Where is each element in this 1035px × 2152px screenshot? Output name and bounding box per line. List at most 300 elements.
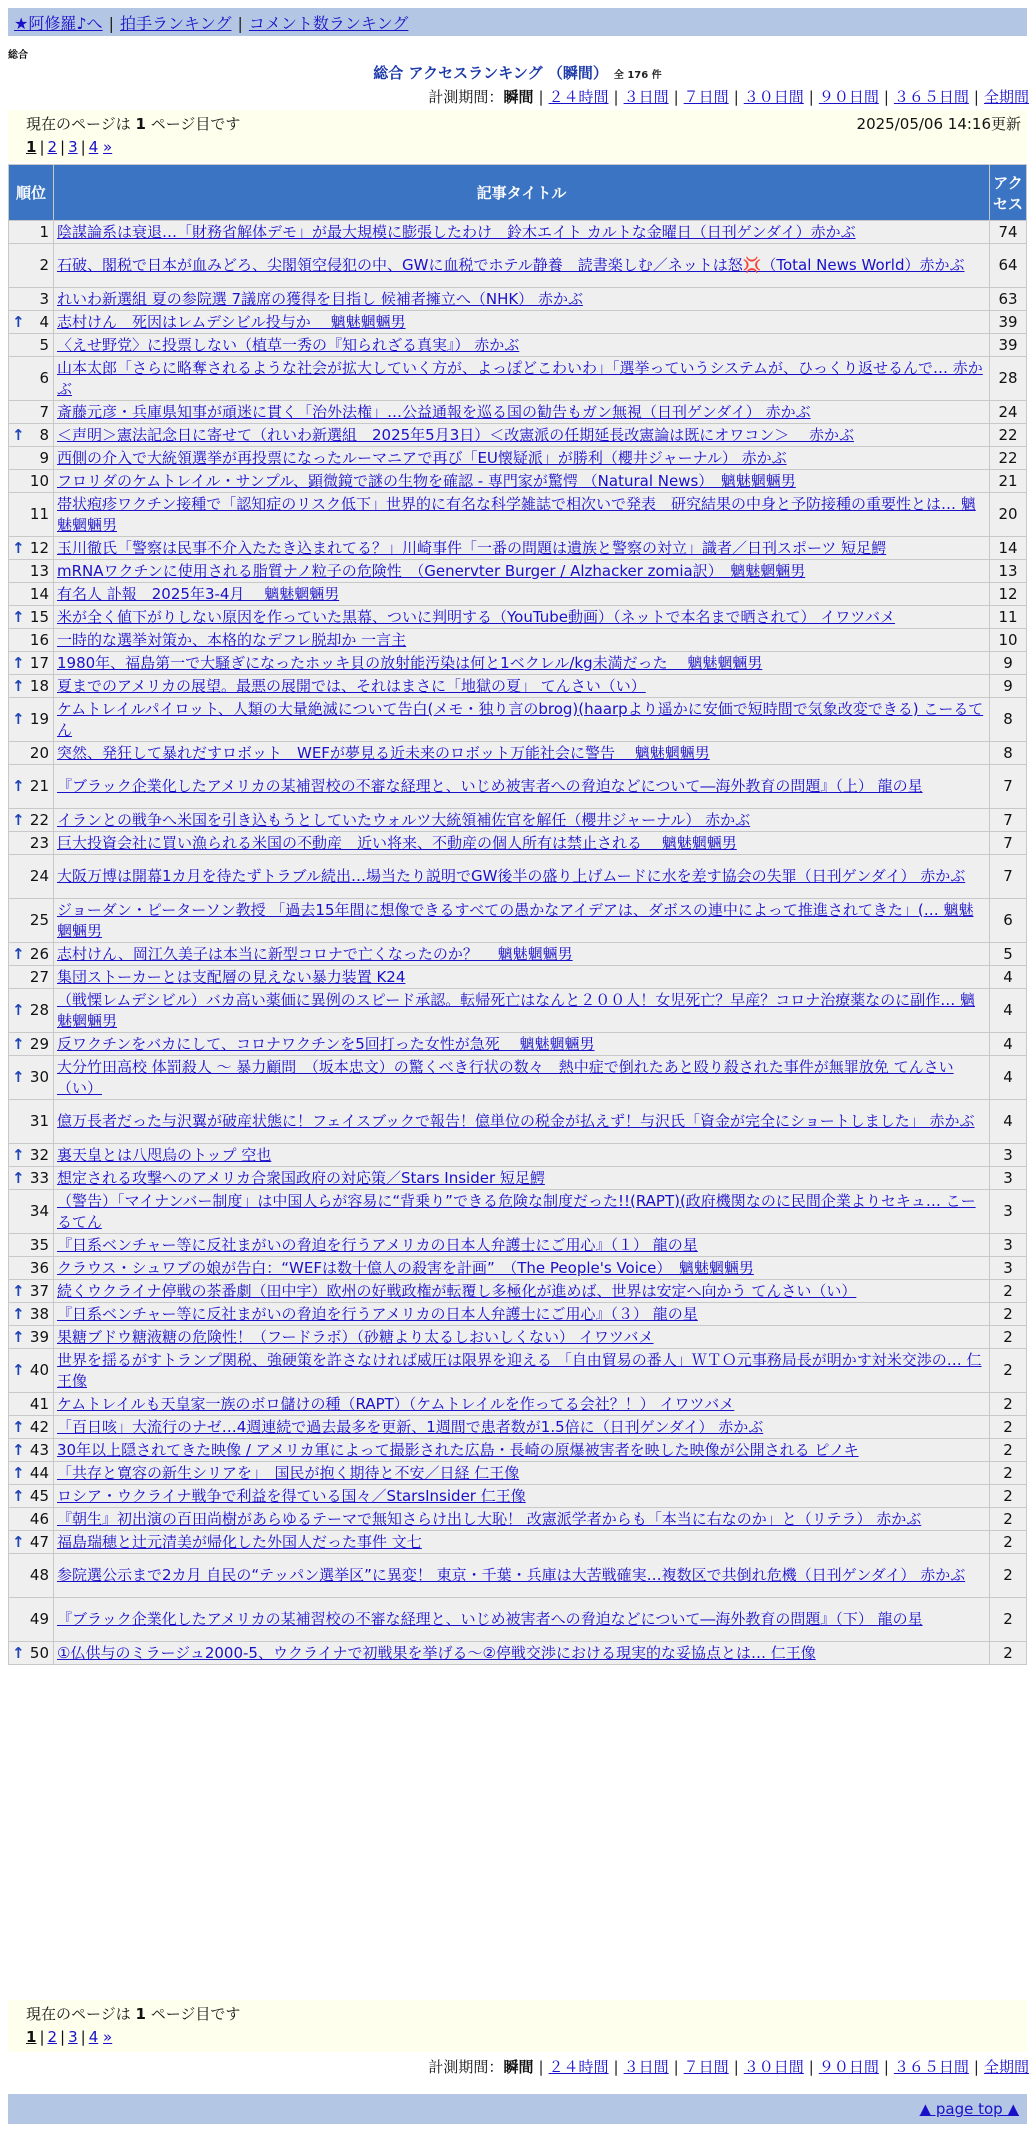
table-row xyxy=(9,244,1027,288)
rank-cell xyxy=(9,493,54,537)
rank-up-arrow-icon: ↑ xyxy=(12,607,25,626)
title-cell xyxy=(54,401,990,424)
period-current: 瞬間 xyxy=(503,88,534,106)
rank-up-arrow-icon: ↑ xyxy=(12,1068,25,1086)
access-count: 2 xyxy=(990,1439,1027,1462)
article-title-link[interactable]: 西側の介入で大統領選挙が再投票になったルーマニアで再び「EU懐疑派」が勝利（櫻井ジャーナル） 赤かぶ xyxy=(57,448,787,467)
access-count: 2 xyxy=(990,1416,1027,1439)
period-link-5[interactable]: ３６５日間 xyxy=(893,2058,969,2076)
access-count: 14 xyxy=(990,537,1027,560)
page-info-top xyxy=(8,110,1027,162)
article-title-link[interactable]: 『日系ベンチャー等に反社まがいの脅迫を行うアメリカの日本人弁護士にご用心』（３） 龍の星 xyxy=(57,1304,698,1323)
rank-number: 40 xyxy=(29,1361,49,1379)
period-link-4[interactable]: ９０日間 xyxy=(818,88,879,106)
rank-number: 22 xyxy=(29,810,49,829)
period-link-0[interactable]: ２４時間 xyxy=(548,2058,609,2076)
table-row xyxy=(9,334,1027,357)
table-row xyxy=(9,537,1027,560)
access-count: 4 xyxy=(990,1100,1027,1144)
rank-up-arrow-icon: ↑ xyxy=(12,1440,25,1459)
table-row xyxy=(9,809,1027,832)
rank-number: 26 xyxy=(29,944,49,963)
rank-number: 13 xyxy=(29,561,49,580)
article-title-link[interactable]: クラウス・シュワブの娘が告白：“WEFは数十億人の殺害を計画” （The People's Voice） 魑魅魍魎男 xyxy=(57,1258,754,1277)
title-cell xyxy=(54,221,990,244)
article-title-link[interactable]: （戦慄レムデシビル）バカ高い薬価に異例のスピード承認。転帰死亡はなんと２００人！女児死亡？早産？コロナ治療薬なのに副作… 魑魅魍魎男 xyxy=(57,990,975,1030)
rank-cell xyxy=(9,537,54,560)
rank-number: 36 xyxy=(29,1258,49,1277)
rank-number: 10 xyxy=(29,471,49,490)
rank-number: 50 xyxy=(29,1643,49,1662)
period-selector-top xyxy=(428,86,1029,107)
title-cell xyxy=(54,1531,990,1554)
top-nav-bar xyxy=(8,8,1027,36)
article-title-link[interactable]: 夏までのアメリカの展望。最悪の展開では、それはまさに「地獄の夏」 てんさい（い） xyxy=(57,676,646,695)
page-info-bottom xyxy=(8,2000,1027,2052)
access-count: 4 xyxy=(990,1056,1027,1100)
table-row xyxy=(9,989,1027,1033)
period-link-6[interactable]: 全期間 xyxy=(983,88,1029,106)
title-cell xyxy=(54,1439,990,1462)
rank-up-arrow-icon: ↑ xyxy=(12,1486,25,1505)
rank-number: 19 xyxy=(29,710,49,728)
article-title-link[interactable]: 集団ストーカーとは支配層の見えない暴力装置 K24 xyxy=(57,967,406,986)
rank-number: 30 xyxy=(29,1068,49,1086)
period-label: 計測期間： xyxy=(428,88,504,106)
separator: | xyxy=(613,88,619,106)
rank-cell xyxy=(9,832,54,855)
title-cell xyxy=(54,1462,990,1485)
rank-up-arrow-icon: ↑ xyxy=(12,1034,25,1053)
rank-number: 43 xyxy=(29,1440,49,1459)
table-row xyxy=(9,1056,1027,1100)
access-count: 2 xyxy=(990,1393,1027,1416)
access-count: 5 xyxy=(990,943,1027,966)
table-row xyxy=(9,447,1027,470)
article-title-link[interactable]: 斎藤元彦・兵庫県知事が頑迷に貫く「治外法権」…公益通報を巡る国の勧告もガン無視（日刊ゲンダイ） 赤かぶ xyxy=(57,402,811,421)
rank-cell xyxy=(9,1234,54,1257)
pagination-link-1[interactable]: 3 xyxy=(68,138,78,156)
rank-cell xyxy=(9,989,54,1033)
article-title-link[interactable]: 〈えせ野党〉に投票しない（植草一秀の『知られざる真実』） 赤かぶ xyxy=(57,335,520,354)
access-count: 2 xyxy=(990,1280,1027,1303)
separator: | xyxy=(808,88,814,106)
article-title-link[interactable]: 続くウクライナ停戦の茶番劇（田中宇）欧州の好戦政権が転覆し多極化が進めば、世界は安定へ向かう てんさい（い） xyxy=(57,1281,857,1300)
rank-up-arrow-icon: ↑ xyxy=(12,710,25,728)
table-row xyxy=(9,1167,1027,1190)
rank-cell xyxy=(9,1462,54,1485)
separator: | xyxy=(673,2058,679,2076)
article-title-link[interactable]: 世界を揺るがすトランプ関税、強硬策を許さなければ威圧は限界を迎える 「自由貿易の番人」ＷＴＯ元事務局長が明かす対米交渉の… 仁王像 xyxy=(57,1350,982,1390)
table-row xyxy=(9,470,1027,493)
access-count: 22 xyxy=(990,424,1027,447)
title-cell xyxy=(54,855,990,899)
article-title-link[interactable]: ケムトレイルも天皇家一族のボロ儲けの種（RAPT）（ケムトレイルを作ってる会社？！） イワツバメ xyxy=(57,1394,735,1413)
rank-number: 45 xyxy=(29,1486,49,1505)
article-title-link[interactable]: 山本太郎「さらに略奪されるような社会が拡大していく方が、よっぽどこわいわ」「選挙っていうシステムが、ひっくり返せるんで… 赤かぶ xyxy=(57,358,983,398)
separator: | xyxy=(108,14,114,33)
article-title-link[interactable]: 裏天皇とは八咫烏のトップ 空也 xyxy=(57,1145,272,1164)
rank-cell xyxy=(9,1531,54,1554)
pagination-link-1[interactable]: 3 xyxy=(68,2028,78,2046)
page-status-suffix: ページ目です xyxy=(150,115,241,133)
access-count: 63 xyxy=(990,288,1027,311)
access-count: 22 xyxy=(990,447,1027,470)
rank-up-arrow-icon: ↑ xyxy=(12,425,25,444)
table-row xyxy=(9,629,1027,652)
article-title-link[interactable]: 『ブラック企業化したアメリカの某補習校の不審な経理と、いじめ被害者への脅迫などについて―海外教育の問題』（上） 龍の星 xyxy=(57,777,923,795)
title-header: 記事タイトル xyxy=(54,165,990,221)
rank-up-arrow-icon: ↑ xyxy=(12,676,25,695)
rank-number: 21 xyxy=(29,777,49,795)
title-cell xyxy=(54,1167,990,1190)
table-row xyxy=(9,698,1027,742)
access-count: 2 xyxy=(990,1326,1027,1349)
rank-number: 28 xyxy=(29,1001,49,1019)
table-row xyxy=(9,742,1027,765)
article-title-link[interactable]: 帯状疱疹ワクチン接種で「認知症のリスク低下」世界的に有名な科学雑誌で相次いで発表 研究結果の中身と予防接種の重要性とは… 魑魅魍魎男 xyxy=(57,494,976,534)
page-status-prefix: 現在のページは xyxy=(26,2005,131,2023)
title-cell xyxy=(54,652,990,675)
table-row xyxy=(9,401,1027,424)
access-count: 12 xyxy=(990,583,1027,606)
article-title-link[interactable]: 一時的な選挙対策か、本格的なデフレ脱却か 一言主 xyxy=(57,630,407,649)
table-row xyxy=(9,1439,1027,1462)
table-row xyxy=(9,943,1027,966)
rank-cell xyxy=(9,629,54,652)
access-count: 2 xyxy=(990,1531,1027,1554)
access-count: 9 xyxy=(990,652,1027,675)
separator: | xyxy=(39,2028,45,2046)
access-count: 3 xyxy=(990,1144,1027,1167)
separator: | xyxy=(538,2058,544,2076)
access-count: 2 xyxy=(990,1303,1027,1326)
period-link-5[interactable]: ３６５日間 xyxy=(893,88,969,106)
rank-number: 34 xyxy=(29,1202,49,1220)
table-row xyxy=(9,1485,1027,1508)
period-link-2[interactable]: ７日間 xyxy=(683,88,729,106)
table-row xyxy=(9,1554,1027,1598)
article-title-link[interactable]: 「共存と寛容の新生シリアを」 国民が抱く期待と不安／日経 仁王像 xyxy=(57,1463,520,1482)
rank-cell xyxy=(9,1190,54,1234)
rank-number: 3 xyxy=(39,289,49,308)
rank-number: 37 xyxy=(29,1281,49,1300)
title-cell xyxy=(54,1326,990,1349)
title-cell xyxy=(54,606,990,629)
separator: | xyxy=(60,138,66,156)
article-title-link[interactable]: 『朝生』初出演の百田尚樹があらゆるテーマで無知さらけ出し大恥！ 改憲派学者からも「本当に右なのか」と（リテラ） 赤かぶ xyxy=(57,1509,922,1528)
article-title-link[interactable]: 米が全く値下がりしない原因を作っていた黒幕、ついに判明する（YouTube動画）（ネットで本名まで晒されて） イワツバメ xyxy=(57,607,895,626)
title-cell xyxy=(54,765,990,809)
title-cell xyxy=(54,357,990,401)
separator: | xyxy=(39,138,45,156)
rank-number: 38 xyxy=(29,1304,49,1323)
rank-cell xyxy=(9,1485,54,1508)
access-count: 7 xyxy=(990,809,1027,832)
period-link-0[interactable]: ２４時間 xyxy=(548,88,609,106)
separator: | xyxy=(973,88,979,106)
article-title-link[interactable]: 福島瑞穂と辻元清美が帰化した外国人だった事件 文七 xyxy=(57,1532,422,1551)
title-cell xyxy=(54,1056,990,1100)
rank-cell xyxy=(9,1033,54,1056)
rank-up-arrow-icon: ↑ xyxy=(12,1532,25,1551)
rank-up-arrow-icon: ↑ xyxy=(12,312,25,331)
access-count: 8 xyxy=(990,742,1027,765)
access-count: 3 xyxy=(990,1190,1027,1234)
rank-number: 14 xyxy=(29,584,49,603)
table-row xyxy=(9,1326,1027,1349)
table-row xyxy=(9,966,1027,989)
article-title-link[interactable]: 有名人 訃報 2025年3-4月 魑魅魍魎男 xyxy=(57,584,340,603)
period-selector-bottom xyxy=(428,2056,1029,2077)
table-row xyxy=(9,675,1027,698)
pagination-link-0[interactable]: 2 xyxy=(47,2028,58,2046)
access-count: 64 xyxy=(990,244,1027,288)
table-row xyxy=(9,1234,1027,1257)
title-cell xyxy=(54,244,990,288)
article-title-link[interactable]: 志村けん、岡江久美子は本当に新型コロナで亡くなったのか？ 魑魅魍魎男 xyxy=(57,944,573,963)
access-count: 2 xyxy=(990,1642,1027,1665)
rank-up-arrow-icon: ↑ xyxy=(12,810,25,829)
rank-cell xyxy=(9,675,54,698)
title-cell xyxy=(54,1485,990,1508)
article-title-link[interactable]: 30年以上隠されてきた映像 / アメリカ軍によって撮影された広島・長崎の原爆被害者を映した映像が公開される ピノキ xyxy=(57,1440,859,1459)
rank-number: 33 xyxy=(29,1168,49,1187)
access-count: 7 xyxy=(990,855,1027,899)
rank-up-arrow-icon: ↑ xyxy=(12,1304,25,1323)
title-cell xyxy=(54,809,990,832)
table-row xyxy=(9,899,1027,943)
title-cell xyxy=(54,1257,990,1280)
access-count: 21 xyxy=(990,470,1027,493)
article-title-link[interactable]: 大分竹田高校 体罰殺人 ～ 暴力顧問 （坂本忠文）の驚くべき行状の数々 熱中症で倒れたあと殴り殺された事件が無罪放免 てんさい（い） xyxy=(57,1057,954,1097)
rank-cell xyxy=(9,1167,54,1190)
period-label: 計測期間： xyxy=(428,2058,504,2076)
table-row xyxy=(9,1598,1027,1642)
access-count: 7 xyxy=(990,832,1027,855)
title-cell xyxy=(54,966,990,989)
period-link-1[interactable]: ３日間 xyxy=(623,2058,669,2076)
separator: | xyxy=(973,2058,979,2076)
period-link-4[interactable]: ９０日間 xyxy=(818,2058,879,2076)
rank-cell xyxy=(9,470,54,493)
rank-cell xyxy=(9,1280,54,1303)
access-count: 28 xyxy=(990,357,1027,401)
table-row xyxy=(9,1416,1027,1439)
table-row xyxy=(9,424,1027,447)
rank-cell xyxy=(9,606,54,629)
article-title-link[interactable]: ＜声明＞憲法記念日に寄せて（れいわ新選組 2025年5月3日）＜改憲派の任期延長改憲論は既にオワコン＞ 赤かぶ xyxy=(57,425,855,444)
separator: | xyxy=(80,138,86,156)
access-count: 3 xyxy=(990,1167,1027,1190)
rank-up-arrow-icon: ↑ xyxy=(12,1145,25,1164)
rank-up-arrow-icon: ↑ xyxy=(12,1001,25,1019)
rank-number: 46 xyxy=(29,1509,49,1528)
table-row xyxy=(9,1033,1027,1056)
rank-number: 11 xyxy=(29,505,49,523)
article-title-link[interactable]: ケムトレイルパイロット、人類の大量絶滅について告白(メモ・独り言のbrog)(haarpより遥かに安価で短時間で気象改変できる) こーるてん xyxy=(57,699,984,739)
rank-number: 12 xyxy=(29,538,49,557)
title-cell xyxy=(54,1642,990,1665)
title-cell xyxy=(54,1033,990,1056)
article-title-link[interactable]: 突然、発狂して暴れだすロボット WEFが夢見る近未来のロボット万能社会に警告 魑魅魍魎男 xyxy=(57,743,710,762)
article-title-link[interactable]: 玉川徹氏「警察は民事不介入たたき込まれてる？」川崎事件「一番の問題は遺族と警察の対立」識者／日刊スポーツ 短足鰐 xyxy=(57,538,887,557)
title-cell xyxy=(54,1554,990,1598)
article-title-link[interactable]: 陰謀論系は衰退…「財務省解体デモ」が最大規模に膨張したわけ 鈴木エイト カルトな金曜日（日刊ゲンダイ）赤かぶ xyxy=(57,222,856,241)
table-row xyxy=(9,1531,1027,1554)
top-nav-link-clap-ranking[interactable]: 拍手ランキング xyxy=(119,14,232,33)
access-count: 20 xyxy=(990,493,1027,537)
rank-cell xyxy=(9,560,54,583)
pagination-link-2[interactable]: 4 xyxy=(88,138,99,156)
article-title-link[interactable]: ロシア・ウクライナ戦争で利益を得ている国々／StarsInsider 仁王像 xyxy=(57,1486,526,1505)
footer-bar xyxy=(8,2094,1027,2124)
rank-cell xyxy=(9,652,54,675)
separator: | xyxy=(808,2058,814,2076)
rank-cell xyxy=(9,221,54,244)
updated-timestamp: 2025/05/06 14:16更新 xyxy=(856,115,1021,133)
article-title-link[interactable]: 石破、閣税で日本が血みどろ、尖閣領空侵犯の中、GWに血税でホテル静養 読書楽しむ／ネットは怒💢（Total News World）赤かぶ xyxy=(57,256,965,274)
article-title-link[interactable]: イランとの戦争へ米国を引き込もうとしていたウォルツ大統領補佐官を解任（櫻井ジャーナル） 赤かぶ xyxy=(57,810,751,829)
article-title-link[interactable]: 『日系ベンチャー等に反社まがいの脅迫を行うアメリカの日本人弁護士にご用心』（１） 龍の星 xyxy=(57,1235,698,1254)
rank-number: 1 xyxy=(39,222,49,241)
title-cell xyxy=(54,560,990,583)
rank-up-arrow-icon: ↑ xyxy=(12,1361,25,1379)
title-cell xyxy=(54,1416,990,1439)
period-link-3[interactable]: ３０日間 xyxy=(743,88,804,106)
article-title-link[interactable]: フロリダのケムトレイル・サンプル、顕微鏡で謎の生物を確認 - 専門家が驚愕 （Natural News） 魑魅魍魎男 xyxy=(57,471,796,490)
rank-number: 24 xyxy=(29,867,49,885)
period-link-1[interactable]: ３日間 xyxy=(623,88,669,106)
rank-cell xyxy=(9,311,54,334)
title-cell xyxy=(54,583,990,606)
rank-cell xyxy=(9,447,54,470)
rank-number: 35 xyxy=(29,1235,49,1254)
rank-cell xyxy=(9,1642,54,1665)
table-row xyxy=(9,1642,1027,1665)
rank-up-arrow-icon: ↑ xyxy=(12,777,25,795)
access-count: 39 xyxy=(990,334,1027,357)
pagination-link-2[interactable]: 4 xyxy=(88,2028,99,2046)
title-cell xyxy=(54,899,990,943)
access-count: 4 xyxy=(990,966,1027,989)
access-count: 9 xyxy=(990,675,1027,698)
rank-number: 29 xyxy=(29,1034,49,1053)
title-cell xyxy=(54,1303,990,1326)
article-title-link[interactable]: 想定される攻撃へのアメリカ合衆国政府の対応策／Stars Insider 短足鰐 xyxy=(57,1168,545,1187)
access-count: 24 xyxy=(990,401,1027,424)
rank-header: 順位 xyxy=(9,165,54,221)
table-row xyxy=(9,1349,1027,1393)
rank-number: 44 xyxy=(29,1463,49,1482)
separator: | xyxy=(60,2028,66,2046)
table-row xyxy=(9,832,1027,855)
title-cell xyxy=(54,288,990,311)
pagination-link-0[interactable]: 2 xyxy=(47,138,58,156)
rank-cell xyxy=(9,765,54,809)
period-link-3[interactable]: ３０日間 xyxy=(743,2058,804,2076)
title-cell xyxy=(54,943,990,966)
ranking-table xyxy=(8,164,1027,1665)
top-nav-link-comment-ranking[interactable]: コメント数ランキング xyxy=(248,14,409,33)
rank-up-arrow-icon: ↑ xyxy=(12,1168,25,1187)
rank-cell xyxy=(9,1056,54,1100)
article-title-link[interactable]: ジョーダン・ピーターソン教授 「過去15年間に想像できるすべての愚かなアイデアは、ダボスの連中によって推進されてきた」(… 魑魅魍魎男 xyxy=(57,900,974,940)
rank-cell xyxy=(9,1554,54,1598)
table-row xyxy=(9,1190,1027,1234)
article-title-link[interactable]: 億万長者だった与沢翼が破産状態に！フェイスブックで報告！億単位の税金が払えず！与沢氏「資金が完全にショートしました」 赤かぶ xyxy=(57,1112,975,1130)
title-cell xyxy=(54,447,990,470)
rank-cell xyxy=(9,244,54,288)
title-cell xyxy=(54,470,990,493)
title-cell xyxy=(54,1280,990,1303)
title-cell xyxy=(54,1508,990,1531)
separator: | xyxy=(538,88,544,106)
article-title-link[interactable]: ①仏供与のミラージュ2000-5、ウクライナで初戦果を挙げる～②停戦交渉における現実的な妥協点とは… 仁王像 xyxy=(57,1643,816,1662)
title-cell xyxy=(54,675,990,698)
period-link-6[interactable]: 全期間 xyxy=(983,2058,1029,2076)
period-current: 瞬間 xyxy=(503,2058,534,2076)
title-cell xyxy=(54,1393,990,1416)
breadcrumb: 総合 xyxy=(8,50,28,61)
article-title-link[interactable]: 1980年、福島第一で大騒ぎになったホッキ貝の放射能汚染は何と1ベクレル/kg未満だった 魑魅魍魎男 xyxy=(57,653,763,672)
current-page-number: 1 xyxy=(135,2005,146,2023)
table-row xyxy=(9,560,1027,583)
pagination-next[interactable]: » xyxy=(103,2028,113,2046)
article-title-link[interactable]: （警告）「マイナンバー制度」は中国人らが容易に“背乗り”できる危険な制度だった!!(RAPT)(政府機関なのに民間企業よりセキュ… こーるてん xyxy=(57,1191,976,1231)
article-title-link[interactable]: 志村けん 死因はレムデシビル投与か 魑魅魍魎男 xyxy=(57,312,406,331)
pagination-next[interactable]: » xyxy=(103,138,113,156)
article-title-link[interactable]: 巨大投資会社に買い漁られる米国の不動産 近い将来、不動産の個人所有は禁止される 魑魅魍魎男 xyxy=(57,833,737,852)
table-row xyxy=(9,1144,1027,1167)
article-title-link[interactable]: れいわ新選組 夏の参院選 7議席の獲得を目指し 候補者擁立へ（NHK） 赤かぶ xyxy=(57,289,583,308)
article-title-link[interactable]: 参院選公示まで2カ月 自民の“テッパン選挙区”に異変！ 東京・千葉・兵庫は大苦戦確実…複数区で共倒れ危機（日刊ゲンダイ） 赤かぶ xyxy=(57,1566,966,1584)
page-top-link[interactable]: ▲ page top ▲ xyxy=(919,2100,1019,2118)
rank-number: 42 xyxy=(29,1417,49,1436)
article-title-link[interactable]: 果糖ブドウ糖液糖の危険性！（フードラボ）（砂糖より太るしおいしくない） イワツバメ xyxy=(57,1327,654,1346)
table-row xyxy=(9,1100,1027,1144)
access-count: 39 xyxy=(990,311,1027,334)
period-link-2[interactable]: ７日間 xyxy=(683,2058,729,2076)
article-title-link[interactable]: 「百日咳」大流行のナゼ…4週連続で過去最多を更新、1週間で患者数が1.5倍に（日刊ゲンダイ） 赤かぶ xyxy=(57,1417,764,1436)
rank-cell xyxy=(9,583,54,606)
rank-number: 6 xyxy=(39,369,49,387)
ranking-table-body xyxy=(9,221,1027,1665)
table-row xyxy=(9,1303,1027,1326)
rank-cell xyxy=(9,1257,54,1280)
rank-number: 39 xyxy=(29,1327,49,1346)
access-count: 2 xyxy=(990,1462,1027,1485)
rank-cell xyxy=(9,966,54,989)
table-row xyxy=(9,583,1027,606)
pagination xyxy=(26,138,1009,156)
article-title-link[interactable]: 大阪万博は開幕1カ月を待たずトラブル続出…場当たり説明でGW後半の盛り上げムードに水を差す協会の失罪（日刊ゲンダイ） 赤かぶ xyxy=(57,867,966,885)
current-page-number: 1 xyxy=(135,115,146,133)
title-cell xyxy=(54,1234,990,1257)
article-title-link[interactable]: 『ブラック企業化したアメリカの某補習校の不審な経理と、いじめ被害者への脅迫などについて―海外教育の問題』（下） 龍の星 xyxy=(57,1610,923,1628)
page-status xyxy=(26,2003,1009,2024)
article-title-link[interactable]: mRNAワクチンに使用される脂質ナノ粒子の危険性 （Genervter Burger / Alzhacker zomia訳） 魑魅魍魎男 xyxy=(57,561,806,580)
top-nav-link-asyura[interactable]: ★阿修羅♪へ xyxy=(14,14,103,33)
rank-number: 27 xyxy=(29,967,49,986)
pagination-current: 1 xyxy=(26,2028,37,2046)
table-row xyxy=(9,288,1027,311)
access-count: 11 xyxy=(990,606,1027,629)
rank-number: 8 xyxy=(39,425,49,444)
article-title-link[interactable]: 反ワクチンをバカにして、コロナワクチンを5回打った女性が急死 魑魅魍魎男 xyxy=(57,1034,595,1053)
rank-cell xyxy=(9,698,54,742)
rank-cell xyxy=(9,424,54,447)
